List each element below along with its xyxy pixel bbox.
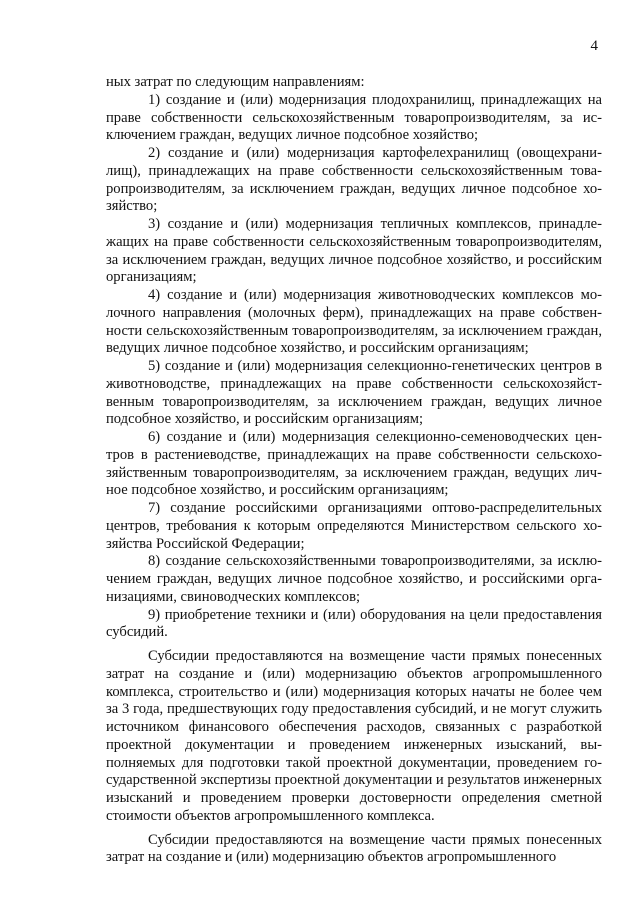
body-paragraph: Субсидии предоставляются на возмещение части прямых понесенных затрат на создание и (или) модернизацию объектов агропромышленного [106, 831, 602, 866]
list-item: 5) создание и (или) модернизация селекционно-генетических центров в животноводстве, принадлежащих на праве собственности сельскохозяйственным товаропроизводителям, за исключением граждан, ведущих личное подсобное хозяйство, и российским организациям; [106, 358, 602, 428]
page-number: 4 [590, 38, 598, 54]
list-item: 8) создание сельскохозяйственными товаропроизводителями, за исключением граждан, ведущих личное подсобное хозяйство, и российскими организациями, свиноводческих комплексов; [106, 553, 602, 605]
list-item: 1) создание и (или) модернизация плодохранилищ, принадлежащих на праве собственности сельскохозяйственным товаропроизводителям, за исключением граждан, ведущих личное подсобное хозяйство; [106, 91, 602, 144]
lead-line: ных затрат по следующим направлениям: [106, 74, 365, 90]
list-item: 2) создание и (или) модернизация картофелехранилищ (овощехранилищ), принадлежащих на праве собственности сельскохозяйственным товаропроизводителям, за исключением граждан, ведущих личное подсобное хозяйство; [106, 145, 602, 215]
list-item: 7) создание российскими организациями оптово-распределительных центров, требования к которым определяются Министерством сельского хозяйства Российской Федерации; [106, 500, 602, 552]
document-body [106, 74, 602, 867]
list-item: 9) приобретение техники и (или) оборудования на цели предоставления субсидий. [106, 606, 602, 641]
list-item: 6) создание и (или) модернизация селекционно-семеноводческих центров в растениеводстве, принадлежащих на праве собственности сельскохозяйственным товаропроизводителям, за исключением граждан, ведущих личное подсобное хозяйство, и российским организациям; [106, 429, 602, 499]
list-item: 3) создание и (или) модернизация тепличных комплексов, принадлежащих на праве собственности сельскохозяйственным товаропроизводителям, за исключением граждан, ведущих личное подсобное хозяйство, и российским организациям; [106, 216, 602, 286]
body-paragraph: Субсидии предоставляются на возмещение части прямых понесенных затрат на создание и (или) модернизацию объектов агропромышленного комплекса, строительство и (или) модернизация которых начаты не более чем за 3 года, предшествующих году предоставления субсидий, и не могут служить источником финансового обеспечения расходов, связанных с разработкой проектной документации и проведением инженерных изысканий, выполняемых для подготовки такой проектной документации, проведением государственной экспертизы проектной документации и результатов инженерных изысканий и проведением проверки достоверности определения сметной стоимости объектов агропромышленного комплекса. [106, 648, 602, 824]
list-item: 4) создание и (или) модернизация животноводческих комплексов молочного направления (молочных ферм), принадлежащих на праве собственности сельскохозяйственным товаропроизводителям, за исключением граждан, ведущих личное подсобное хозяйство, и российским организациям; [106, 287, 602, 357]
